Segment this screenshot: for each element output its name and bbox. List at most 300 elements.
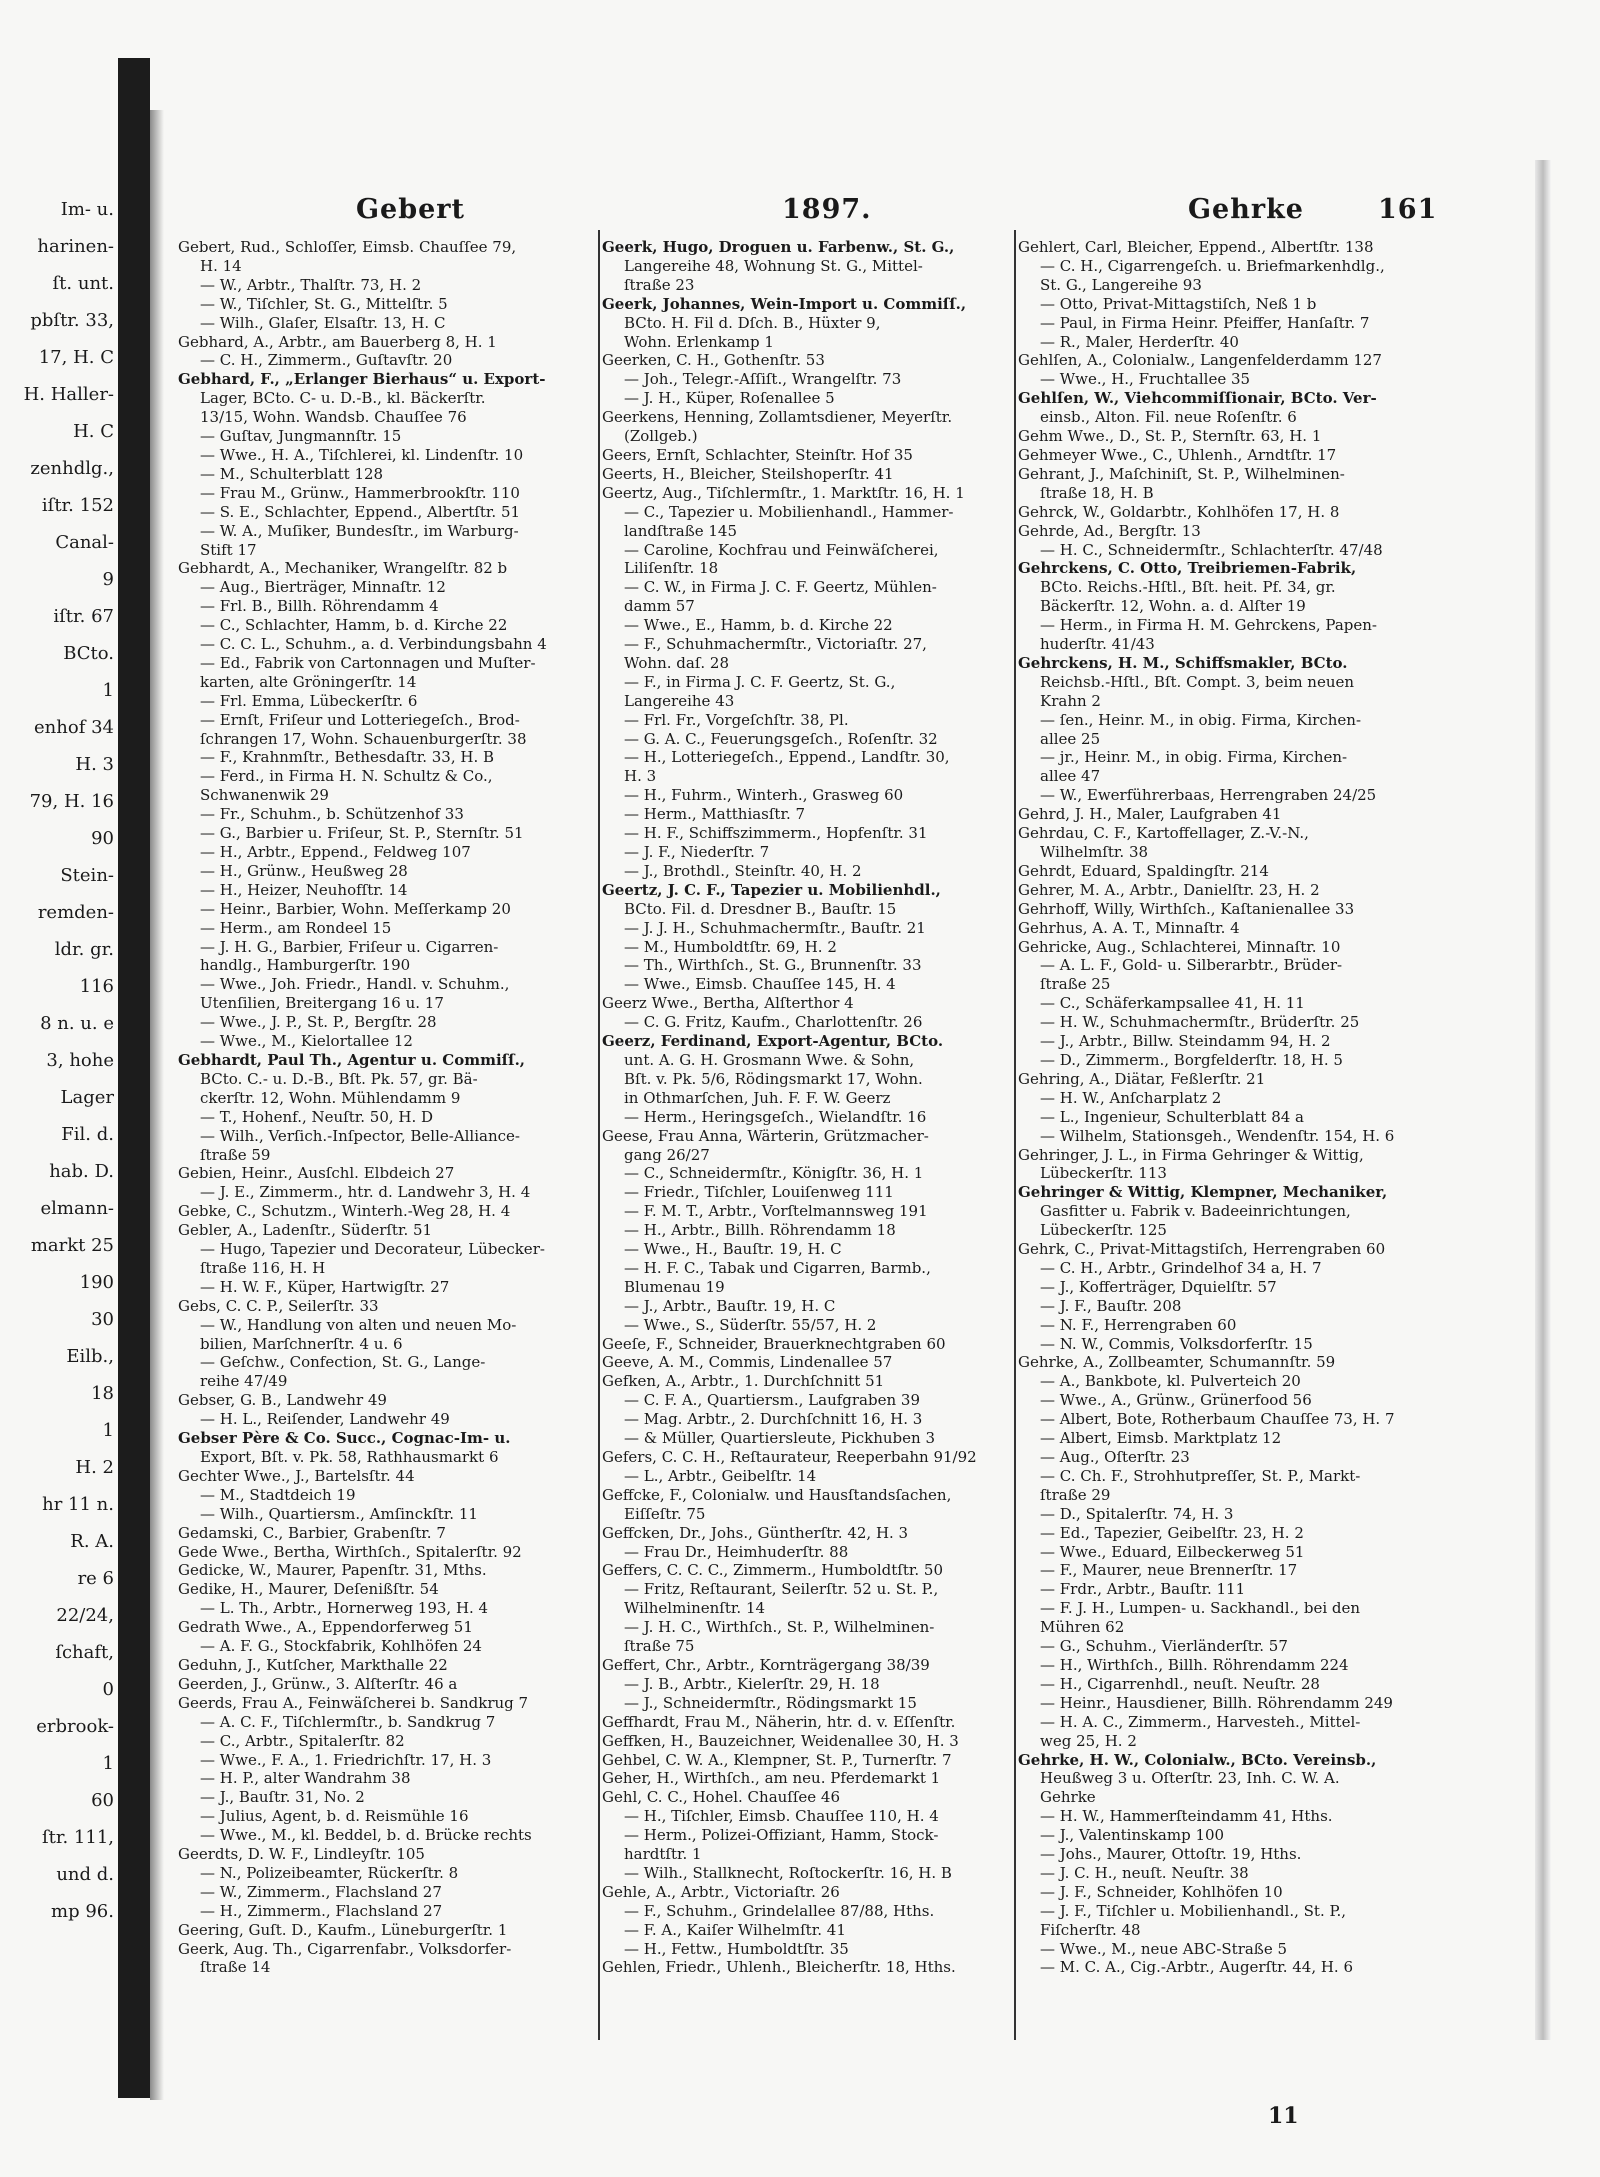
directory-entry-continuation: — N. F., Herrengraben 60 [1040, 1315, 1237, 1334]
directory-entry-continuation: — Mag. Arbtr., 2. Durchſchnitt 16, H. 3 [624, 1410, 923, 1429]
directory-entry-continuation: Lübeckerſtr. 113 [1040, 1164, 1167, 1183]
directory-entry: Gebert, Rud., Schloſſer, Eimsb. Chauſſee 79, [178, 238, 517, 256]
directory-entry-continuation: ſtraße 25 [1040, 975, 1111, 994]
facing-page-text: hab. D. [49, 1161, 114, 1182]
directory-entry-continuation: — C. F. A., Quartiersm., Laufgraben 39 [624, 1391, 920, 1410]
directory-entry-continuation: — G., Schuhm., Vierländerſtr. 57 [1040, 1637, 1288, 1656]
directory-entry-continuation: — J., Bauſtr. 31, No. 2 [200, 1788, 365, 1807]
directory-entry-continuation: — F., Schuhm., Grindelallee 87/88, Hths. [624, 1901, 935, 1920]
facing-page-text: pbſtr. 33, [30, 310, 114, 331]
directory-entry-continuation: — Albert, Eimsb. Marktplatz 12 [1040, 1429, 1282, 1448]
directory-entry-continuation: — T., Hohenf., Neuſtr. 50, H. D [200, 1107, 434, 1126]
directory-entry-continuation: — H., Arbtr., Billh. Röhrendamm 18 [624, 1221, 896, 1240]
directory-entry-continuation: — Frl. B., Billh. Röhrendamm 4 [200, 597, 439, 616]
directory-entry: Gedamski, C., Barbier, Grabenſtr. 7 [178, 1523, 446, 1542]
directory-entry-continuation: ſtraße 75 [624, 1637, 695, 1656]
directory-entry-continuation: — J., Arbtr., Billw. Steindamm 94, H. 2 [1040, 1032, 1331, 1051]
directory-entry-continuation: — J. C. H., neuſt. Neuſtr. 38 [1040, 1863, 1249, 1882]
facing-page-text: 1 [102, 1420, 114, 1441]
facing-page-text: enhof 34 [34, 717, 114, 738]
directory-entry-continuation: — Wwe., Eimsb. Chauſſee 145, H. 4 [624, 975, 896, 994]
directory-entry: Geerz Wwe., Bertha, Alſterthor 4 [602, 994, 854, 1013]
directory-entry-continuation: — F., Schuhmachermſtr., Victoriaſtr. 27, [624, 635, 927, 654]
directory-entry: Geeſe, F., Schneider, Brauerknechtgraben 60 [602, 1334, 946, 1353]
header-left-word: Gebert [356, 194, 465, 225]
directory-entry: Gehrhus, A. A. T., Minnaſtr. 4 [1018, 918, 1240, 937]
directory-entry-continuation: — W., Arbtr., Thalſtr. 73, H. 2 [200, 275, 422, 294]
facing-page-text: Lager [60, 1087, 114, 1108]
directory-entry: Geffken, H., Bauzeichner, Weidenallee 30, H. 3 [602, 1731, 959, 1750]
directory-entry-continuation: (Zollgeb.) [624, 427, 698, 446]
directory-entry-continuation: ſtraße 29 [1040, 1485, 1111, 1504]
directory-entry-continuation: Langereihe 48, Wohnung St. G., Mittel- [624, 256, 923, 275]
directory-entry: Gehrck, W., Goldarbtr., Kohlhöfen 17, H. 8 [1018, 502, 1340, 521]
signature-mark: 11 [1268, 2103, 1299, 2129]
directory-entry-continuation: huderſtr. 41/43 [1040, 635, 1155, 654]
directory-entry-continuation: — Frl. Fr., Vorgeſchſtr. 38, Pl. [624, 710, 849, 729]
directory-entry: Gehmeyer Wwe., C., Uhlenh., Arndtſtr. 17 [1018, 445, 1337, 464]
directory-entry: Gehrdau, C. F., Kartoffellager, Z.-V.-N., [1018, 824, 1309, 843]
directory-entry-continuation: 13/15, Wohn. Wandsb. Chauſſee 76 [200, 408, 467, 427]
facing-page-text: H. 3 [75, 754, 114, 775]
directory-page [178, 190, 1464, 2140]
directory-entry-continuation: — M., Stadtdeich 19 [200, 1485, 356, 1504]
directory-entry-continuation: — W., Ewerführerbaas, Herrengraben 24/25 [1040, 786, 1377, 805]
directory-entry-continuation: — Wilh., Glaſer, Elsaſtr. 13, H. C [200, 313, 446, 332]
directory-entry-continuation: — C. H., Arbtr., Grindelhof 34 a, H. 7 [1040, 1258, 1322, 1277]
directory-entry: Gebhardt, Paul Th., Agentur u. Commiſſ., [178, 1050, 526, 1069]
directory-entry-continuation: — S. E., Schlachter, Eppend., Albertſtr. 51 [200, 502, 521, 521]
facing-page-text: 116 [79, 976, 114, 997]
facing-page-text: 22/24, [56, 1605, 114, 1626]
facing-page-text: iſtr. 67 [53, 606, 114, 627]
directory-entry-continuation: — Fr., Schuhm., b. Schützenhof 33 [200, 805, 464, 824]
directory-entry-continuation: — J. J. H., Schuhmachermſtr., Bauſtr. 21 [624, 918, 926, 937]
directory-entry-continuation: — Aug., Bierträger, Minnaſtr. 12 [200, 578, 446, 597]
directory-entry-continuation: Bäckerſtr. 12, Wohn. a. d. Alſter 19 [1040, 597, 1306, 616]
directory-entry-continuation: — Wwe., J. P., St. P., Bergſtr. 28 [200, 1013, 437, 1032]
directory-entry-continuation: — C. Ch. F., Strohhutpreſſer, St. P., Markt- [1040, 1466, 1361, 1485]
directory-entry-continuation: — H., Fettw., Humboldtſtr. 35 [624, 1939, 849, 1958]
facing-page-text: 9 [102, 569, 114, 590]
directory-entry-continuation: BCto. Reichs.-Hſtl., Bſt. heit. Pf. 34, gr. [1040, 578, 1336, 597]
facing-page-text: 8 n. u. e [40, 1013, 114, 1034]
directory-entry-continuation: Lager, BCto. C- u. D.-B., kl. Bäckerſtr. [200, 389, 486, 408]
facing-page-text: iſtr. 152 [41, 495, 114, 516]
directory-entry-continuation: — J., Arbtr., Bauſtr. 19, H. C [624, 1296, 836, 1315]
directory-entry-continuation: — F. A., Kaiſer Wilhelmſtr. 41 [624, 1920, 846, 1939]
directory-entry-continuation: — & Müller, Quartiersleute, Pickhuben 3 [624, 1429, 936, 1448]
directory-entry-continuation: — Herm., Matthiasſtr. 7 [624, 805, 806, 824]
directory-entry: Gebser Père & Co. Succ., Cognac-Im- u. [178, 1429, 511, 1448]
facing-page-text: 79, H. 16 [29, 791, 114, 812]
directory-entry: Geffert, Chr., Arbtr., Kornträgergang 38/39 [602, 1655, 930, 1674]
directory-column-2 [602, 238, 1012, 2078]
directory-entry-continuation: Langereihe 43 [624, 691, 735, 710]
directory-entry: Geffhardt, Frau M., Näherin, htr. d. v. Eſſenſtr. [602, 1712, 956, 1731]
directory-entry-continuation: in Othmarſchen, Juh. F. F. W. Geerz [624, 1088, 891, 1107]
directory-entry-continuation: — H., Arbtr., Eppend., Feldweg 107 [200, 843, 471, 861]
facing-page-text: Stein- [60, 865, 114, 886]
directory-entry-continuation: — C. C. L., Schuhm., a. d. Verbindungsbahn 4 [200, 635, 547, 654]
directory-entry: Geering, Guſt. D., Kaufm., Lüneburgerſtr. 1 [178, 1920, 508, 1939]
directory-entry-continuation: Wilhelmſtr. 38 [1040, 843, 1149, 861]
directory-entry-continuation: — J. H. G., Barbier, Friſeur u. Cigarren- [200, 937, 499, 956]
directory-entry-continuation: — H., Fuhrm., Winterh., Grasweg 60 [624, 786, 904, 805]
directory-entry-continuation: — Ed., Fabrik von Cartonnagen und Muſter- [200, 653, 536, 672]
directory-entry-continuation: BCto. Fil. d. Dresdner B., Bauſtr. 15 [624, 899, 897, 918]
directory-entry-continuation: — F., Krahnmſtr., Bethesdaſtr. 33, H. B [200, 748, 495, 767]
directory-entry-continuation: — F. M. T., Arbtr., Vorſtelmannsweg 191 [624, 1202, 928, 1221]
directory-entry-continuation: — F., Maurer, neue Brennerſtr. 17 [1040, 1561, 1298, 1580]
header-right-word: Gehrke [1188, 194, 1304, 225]
directory-entry: Gehrke, A., Zollbeamter, Schumannſtr. 59 [1018, 1353, 1336, 1372]
directory-entry-continuation: — J. F., Bauſtr. 208 [1040, 1296, 1182, 1315]
directory-entry-continuation: — H., Lotteriegeſch., Eppend., Landſtr. 30, [624, 748, 950, 767]
directory-entry-continuation: — Wwe., F. A., 1. Friedrichſtr. 17, H. 3 [200, 1750, 492, 1769]
directory-entry-continuation: hardtſtr. 1 [624, 1845, 702, 1864]
directory-entry-continuation: Liliſenſtr. 18 [624, 559, 719, 578]
directory-entry-continuation: — Wwe., M., Kielortallee 12 [200, 1032, 413, 1051]
directory-entry-continuation: — Wwe., A., Grünw., Grünerfood 56 [1040, 1391, 1312, 1410]
directory-entry-continuation: — H. F. C., Tabak und Cigarren, Barmb., [624, 1258, 931, 1277]
facing-page-fragment [0, 199, 118, 1922]
directory-entry-continuation: — Wwe., H., Bauſtr. 19, H. C [624, 1240, 842, 1259]
facing-page-text: 60 [91, 1790, 114, 1811]
facing-page-text: zenhdlg., [30, 458, 114, 479]
book-binding-gutter [118, 58, 150, 2098]
directory-entry-continuation: damm 57 [624, 597, 695, 616]
directory-entry: Geerds, Frau A., Feinwäſcherei b. Sandkrug 7 [178, 1693, 529, 1712]
directory-entry-continuation: Gasfitter u. Fabrik v. Badeeinrichtungen, [1040, 1202, 1351, 1221]
directory-entry-continuation: — H. L., Reiſender, Landwehr 49 [200, 1410, 450, 1429]
directory-entry-continuation: Eiſſeſtr. 75 [624, 1504, 706, 1523]
directory-entry: Gehrdt, Eduard, Spaldingſtr. 214 [1018, 861, 1269, 880]
directory-entry-continuation: — H. W. F., Küper, Hartwigſtr. 27 [200, 1277, 450, 1296]
directory-entry: Gedrath Wwe., A., Eppendorferweg 51 [178, 1618, 473, 1637]
directory-entry-continuation: — ſen., Heinr. M., in obig. Firma, Kirchen- [1040, 710, 1362, 729]
directory-entry-continuation: — Albert, Bote, Rotherbaum Chauſſee 73, H. 7 [1040, 1410, 1395, 1429]
directory-column-3 [1018, 238, 1464, 2078]
directory-entry-continuation: — M. C. A., Cig.-Arbtr., Augerſtr. 44, H. 6 [1040, 1958, 1354, 1977]
directory-entry-continuation: — Wilh., Quartiersm., Amſinckſtr. 11 [200, 1504, 478, 1523]
directory-entry: Geerz, Ferdinand, Export-Agentur, BCto. [602, 1032, 944, 1051]
facing-page-text: ſchaft, [55, 1642, 114, 1663]
directory-entry: Gehm Wwe., D., St. P., Sternſtr. 63, H. 1 [1018, 427, 1322, 446]
directory-entry: Gehrer, M. A., Arbtr., Danielſtr. 23, H. 2 [1018, 880, 1320, 899]
directory-entry-continuation: — A., Bankbote, kl. Pulverteich 20 [1040, 1372, 1301, 1391]
directory-entry-continuation: — Frau Dr., Heimhuderſtr. 88 [624, 1542, 849, 1561]
directory-entry: Gehrckens, H. M., Schiffsmakler, BCto. [1018, 653, 1348, 672]
facing-page-text: und d. [56, 1864, 114, 1885]
facing-page-text: 17, H. C [38, 347, 114, 368]
directory-columns [178, 238, 1464, 2078]
directory-entry: Gebke, C., Schutzm., Winterh.-Weg 28, H. 4 [178, 1202, 511, 1221]
facing-page-text: H. Haller- [23, 384, 114, 405]
directory-entry-continuation: — Ernſt, Friſeur und Lotteriegeſch., Brod- [200, 710, 520, 729]
directory-entry-continuation: — H. F., Schiffszimmerm., Hopfenſtr. 31 [624, 824, 928, 843]
directory-entry-continuation: ſchrangen 17, Wohn. Schauenburgerſtr. 38 [200, 729, 527, 748]
directory-entry-continuation: — Wwe., S., Süderſtr. 55/57, H. 2 [624, 1315, 877, 1334]
gutter-shadow [150, 110, 164, 2100]
directory-entry: Geher, H., Wirthſch., am neu. Pferdemarkt 1 [602, 1769, 941, 1788]
directory-entry-continuation: Bſt. v. Pk. 5/6, Rödingsmarkt 17, Wohn. [624, 1069, 923, 1088]
directory-entry-continuation: — H., Heizer, Neuhofſtr. 14 [200, 880, 408, 899]
directory-entry-continuation: — Wwe., E., Hamm, b. d. Kirche 22 [624, 616, 893, 635]
directory-entry-continuation: Gehrke [1040, 1788, 1096, 1807]
directory-entry-continuation: — Wwe., M., neue ABC-Straße 5 [1040, 1939, 1288, 1958]
header-year: 1897. [782, 194, 872, 225]
directory-entry: Gehrckens, C. Otto, Treibriemen-Fabrik, [1018, 559, 1357, 578]
directory-entry-continuation: — C., Arbtr., Spitalerſtr. 82 [200, 1731, 405, 1750]
directory-entry-continuation: ckerſtr. 12, Wohn. Mühlendamm 9 [200, 1088, 461, 1107]
facing-page-text: ſt. unt. [52, 273, 114, 294]
directory-entry-continuation: — D., Spitalerſtr. 74, H. 3 [1040, 1504, 1234, 1523]
directory-entry-continuation: Wohn. daſ. 28 [624, 653, 730, 672]
directory-entry: Gefers, C. C. H., Reſtaurateur, Reeperbahn 91/92 [602, 1448, 977, 1466]
directory-entry-continuation: — C. H., Zimmerm., Guſtavſtr. 20 [200, 351, 453, 370]
directory-entry: Geertz, Aug., Tiſchlermſtr., 1. Marktſtr. 16, H. 1 [602, 483, 965, 502]
directory-entry: Geeve, A. M., Commis, Lindenallee 57 [602, 1353, 893, 1372]
directory-entry-continuation: — H., Tiſchler, Eimsb. Chauſſee 110, H. 4 [624, 1807, 939, 1826]
directory-entry-continuation: — Wwe., Eduard, Eilbeckerweg 51 [1040, 1542, 1305, 1561]
directory-entry-continuation: — J. H., Küper, Roſenallee 5 [624, 389, 835, 408]
directory-entry-continuation: Mühren 62 [1040, 1618, 1125, 1637]
directory-entry-continuation: Blumenau 19 [624, 1277, 725, 1296]
directory-entry-continuation: — Herm., in Firma H. M. Gehrckens, Papen- [1040, 616, 1377, 635]
facing-page-text: H. 2 [75, 1457, 114, 1478]
directory-entry-continuation: BCto. C.- u. D.-B., Bſt. Pk. 57, gr. Bä- [200, 1069, 478, 1088]
directory-entry-continuation: — Aug., Oſterſtr. 23 [1040, 1448, 1190, 1466]
directory-entry-continuation: — W., Zimmerm., Flachsland 27 [200, 1882, 442, 1901]
directory-entry-continuation: — Hugo, Tapezier und Decorateur, Lübecker- [200, 1240, 545, 1259]
directory-entry-continuation: — C. G. Fritz, Kaufm., Charlottenſtr. 26 [624, 1013, 923, 1032]
facing-page-text: markt 25 [30, 1235, 114, 1256]
directory-entry-continuation: — H. W., Anſcharplatz 2 [1040, 1088, 1222, 1107]
directory-entry-continuation: — J. H. C., Wirthſch., St. P., Wilhelminen- [624, 1618, 935, 1637]
facing-page-text: mp 96. [51, 1901, 114, 1922]
directory-entry-continuation: reihe 47/49 [200, 1372, 288, 1391]
directory-entry-continuation: Export, Bſt. v. Pk. 58, Rathhausmarkt 6 [200, 1448, 499, 1466]
directory-entry-continuation: — N., Polizeibeamter, Rückerſtr. 8 [200, 1863, 459, 1882]
directory-entry: Gebien, Heinr., Ausſchl. Elbdeich 27 [178, 1164, 455, 1183]
directory-entry-continuation: — Wilh., Verſich.-Inſpector, Belle-Alliance- [200, 1126, 520, 1145]
directory-entry-continuation: H. 3 [624, 767, 657, 786]
directory-entry-continuation: — Ed., Tapezier, Geibelſtr. 23, H. 2 [1040, 1523, 1304, 1542]
directory-entry-continuation: Heußweg 3 u. Oſterſtr. 23, Inh. C. W. A. [1040, 1769, 1340, 1788]
directory-entry: Geerdts, D. W. F., Lindleyſtr. 105 [178, 1845, 425, 1864]
directory-entry-continuation: — Frdr., Arbtr., Bauſtr. 111 [1040, 1580, 1246, 1599]
directory-entry-continuation: — L., Ingenieur, Schulterblatt 84 a [1040, 1107, 1304, 1126]
directory-entry-continuation: — G., Barbier u. Friſeur, St. P., Sternſtr. 51 [200, 824, 524, 843]
directory-entry-continuation: karten, alte Gröningerſtr. 14 [200, 672, 417, 691]
directory-entry-continuation: Wilhelminenſtr. 14 [624, 1599, 766, 1618]
directory-entry-continuation: — W., Tiſchler, St. G., Mittelſtr. 5 [200, 294, 448, 313]
directory-entry: Gebhard, F., „Erlanger Bierhaus“ u. Export- [178, 370, 546, 389]
directory-entry-continuation: — C., Schneidermſtr., Königſtr. 36, H. 1 [624, 1164, 924, 1183]
directory-entry-continuation: — W., Handlung von alten und neuen Mo- [200, 1315, 517, 1334]
directory-entry-continuation: — Otto, Privat-Mittagstiſch, Neß 1 b [1040, 294, 1317, 313]
directory-entry: Gehrde, Ad., Bergſtr. 13 [1018, 521, 1201, 540]
facing-page-text: hr 11 n. [42, 1494, 114, 1515]
directory-entry-continuation: — Frl. Emma, Lübeckerſtr. 6 [200, 691, 418, 710]
directory-entry-continuation: — C., Schlachter, Hamm, b. d. Kirche 22 [200, 616, 508, 635]
directory-entry-continuation: — Ferd., in Firma H. N. Schultz & Co., [200, 767, 493, 786]
directory-entry-continuation: — Guſtav, Jungmannſtr. 15 [200, 427, 402, 446]
directory-entry-continuation: — G. A. C., Feuerungsgeſch., Roſenſtr. 32 [624, 729, 938, 748]
directory-entry-continuation: — H., Wirthſch., Billh. Röhrendamm 224 [1040, 1655, 1349, 1674]
directory-entry: Geers, Ernſt, Schlachter, Steinſtr. Hof 35 [602, 445, 913, 464]
directory-entry-continuation: ſtraße 14 [200, 1958, 271, 1977]
facing-page-text: BCto. [63, 643, 114, 664]
facing-page-text: 0 [102, 1679, 114, 1700]
directory-entry-continuation: — A. L. F., Gold- u. Silberarbtr., Brüder- [1040, 956, 1343, 975]
directory-entry-continuation: — H., Grünw., Heußweg 28 [200, 861, 408, 880]
directory-entry-continuation: — J., Kofferträger, Dquielſtr. 57 [1040, 1277, 1277, 1296]
directory-entry-continuation: einsb., Alton. Fil. neue Roſenſtr. 6 [1040, 408, 1297, 427]
facing-page-text: 1 [102, 680, 114, 701]
directory-entry-continuation: — Th., Wirthſch., St. G., Brunnenſtr. 33 [624, 956, 922, 975]
facing-page-text: 90 [91, 828, 114, 849]
directory-entry: Gehbel, C. W. A., Klempner, St. P., Turnerſtr. 7 [602, 1750, 952, 1769]
directory-entry-continuation: Lübeckerſtr. 125 [1040, 1221, 1167, 1240]
directory-entry-continuation: — H., Zimmerm., Flachsland 27 [200, 1901, 443, 1920]
directory-entry-continuation: bilien, Marſchnerſtr. 4 u. 6 [200, 1334, 403, 1353]
directory-entry-continuation: — A. F. G., Stockfabrik, Kohlhöfen 24 [200, 1637, 482, 1656]
directory-entry: Geerk, Hugo, Droguen u. Farbenw., St. G., [602, 238, 955, 256]
directory-entry: Gehlſen, A., Colonialw., Langenfelderdamm 127 [1018, 351, 1382, 370]
directory-entry: Gebhard, A., Arbtr., am Bauerberg 8, H. 1 [178, 332, 497, 351]
directory-entry-continuation: — Joh., Telegr.-Aſſiſt., Wrangelſtr. 73 [624, 370, 902, 389]
directory-entry: Gehring, A., Diätar, Feßlerſtr. 21 [1018, 1069, 1266, 1088]
directory-entry: Gedike, H., Maurer, Deſenißſtr. 54 [178, 1580, 439, 1599]
facing-page-text: Im- u. [60, 199, 114, 220]
directory-entry-continuation: BCto. H. Fil d. Dſch. B., Hüxter 9, [624, 313, 881, 332]
directory-entry-continuation: — C. W., in Firma J. C. F. Geertz, Mühlen- [624, 578, 937, 597]
directory-entry-continuation: — Herm., am Rondeel 15 [200, 918, 392, 937]
directory-entry-continuation: — J., Brothdl., Steinſtr. 40, H. 2 [624, 861, 862, 880]
directory-entry-continuation: — C., Schäferkampsallee 41, H. 11 [1040, 994, 1305, 1013]
directory-entry-continuation: — J. E., Zimmerm., htr. d. Landwehr 3, H. 4 [200, 1183, 531, 1202]
directory-entry: Gebhardt, A., Mechaniker, Wrangelſtr. 82 b [178, 559, 508, 578]
directory-entry: Geerkens, Henning, Zollamtsdiener, Meyerſtr. [602, 408, 953, 427]
directory-entry-continuation: — L., Arbtr., Geibelſtr. 14 [624, 1466, 817, 1485]
directory-entry-continuation: — Heinr., Hausdiener, Billh. Röhrendamm 249 [1040, 1693, 1393, 1712]
directory-entry-continuation: — Fritz, Reſtaurant, Seilerſtr. 52 u. St. P., [624, 1580, 939, 1599]
directory-entry: Gede Wwe., Bertha, Wirthſch., Spitalerſtr. 92 [178, 1542, 522, 1561]
directory-entry-continuation: — Wilh., Stallknecht, Roſtockerſtr. 16, H. B [624, 1863, 952, 1882]
directory-entry: Geerken, C. H., Gothenſtr. 53 [602, 351, 825, 370]
directory-entry-continuation: — J., Schneidermſtr., Rödingsmarkt 15 [624, 1693, 917, 1712]
facing-page-text: 190 [79, 1272, 114, 1293]
directory-entry-continuation: — J. F., Niederſtr. 7 [624, 843, 770, 861]
directory-entry: Gebler, A., Ladenſtr., Süderſtr. 51 [178, 1221, 433, 1240]
directory-entry: Gebser, G. B., Landwehr 49 [178, 1391, 387, 1410]
facing-page-text: H. C [73, 421, 114, 442]
facing-page-text: Eilb., [66, 1346, 114, 1367]
directory-entry: Geerden, J., Grünw., 3. Alſterſtr. 46 a [178, 1674, 458, 1693]
directory-entry-continuation: — C. H., Cigarrengeſch. u. Briefmarkenhdlg., [1040, 256, 1385, 275]
directory-entry-continuation: St. G., Langereihe 93 [1040, 275, 1202, 294]
directory-entry-continuation: — J. B., Arbtr., Kielerſtr. 29, H. 18 [624, 1674, 880, 1693]
page-header [178, 190, 1464, 240]
directory-entry-continuation: landſtraße 145 [624, 521, 737, 540]
directory-entry-continuation: — H. W., Hammerſteindamm 41, Hths. [1040, 1807, 1333, 1826]
directory-entry-continuation: — A. C. F., Tiſchlermſtr., b. Sandkrug 7 [200, 1712, 496, 1731]
directory-entry-continuation: — Heinr., Barbier, Wohn. Meſſerkamp 20 [200, 899, 511, 918]
directory-entry: Gebs, C. C. P., Seilerſtr. 33 [178, 1296, 379, 1315]
directory-entry-continuation: Krahn 2 [1040, 691, 1101, 710]
facing-page-text: re 6 [77, 1568, 114, 1589]
facing-page-text: ldr. gr. [54, 939, 114, 960]
facing-page-text: R. A. [70, 1531, 114, 1552]
directory-entry: Geffcke, F., Colonialw. und Hausſtandsſachen, [602, 1485, 952, 1504]
directory-entry-continuation: Wohn. Erlenkamp 1 [624, 332, 774, 351]
directory-entry-continuation: — Julius, Agent, b. d. Reismühle 16 [200, 1807, 469, 1826]
directory-entry: Gechter Wwe., J., Bartelsſtr. 44 [178, 1466, 415, 1485]
directory-entry: Gehlen, Friedr., Uhlenh., Bleicherſtr. 18, Hths. [602, 1958, 956, 1977]
directory-entry-continuation: Schwanenwik 29 [200, 786, 329, 805]
directory-entry-continuation: — Herm., Polizei-Offiziant, Hamm, Stock- [624, 1826, 939, 1845]
facing-page-text: elmann- [40, 1198, 114, 1219]
facing-page-text: 18 [91, 1383, 114, 1404]
directory-entry-continuation: — H. W., Schuhmachermſtr., Brüderſtr. 25 [1040, 1013, 1360, 1032]
facing-page-text: ſtr. 111, [41, 1827, 114, 1848]
directory-entry: Gehrk, C., Privat-Mittagstiſch, Herrengraben 60 [1018, 1240, 1386, 1259]
directory-entry-continuation: — H. C., Schneidermſtr., Schlachterſtr. 47/48 [1040, 540, 1383, 559]
facing-page-text: Canal- [55, 532, 114, 553]
directory-entry-continuation: unt. A. G. H. Grosmann Wwe. & Sohn, [624, 1050, 915, 1069]
directory-entry: Gehrant, J., Maſchiniſt, St. P., Wilhelminen- [1018, 464, 1345, 483]
directory-entry-continuation: allee 47 [1040, 767, 1101, 786]
directory-entry: Gehricke, Aug., Schlachterei, Minnaſtr. 10 [1018, 937, 1341, 956]
directory-entry-continuation: ſtraße 18, H. B [1040, 483, 1154, 502]
directory-entry: Gehrke, H. W., Colonialw., BCto. Vereinsb., [1018, 1750, 1377, 1769]
facing-page-text: remden- [37, 902, 114, 923]
directory-entry-continuation: — Wilhelm, Stationsgeh., Wendenſtr. 154, H. 6 [1040, 1126, 1395, 1145]
directory-entry-continuation: gang 26/27 [624, 1145, 710, 1164]
directory-entry-continuation: weg 25, H. 2 [1040, 1731, 1137, 1750]
directory-entry-continuation: — Wwe., H., Fruchtallee 35 [1040, 370, 1251, 389]
directory-entry: Gehle, A., Arbtr., Victoriaſtr. 26 [602, 1882, 840, 1901]
directory-entry-continuation: Reichsb.-Hſtl., Bſt. Compt. 3, beim neuen [1040, 672, 1355, 691]
directory-entry-continuation: — F. J. H., Lumpen- u. Sackhandl., bei den [1040, 1599, 1361, 1618]
directory-entry: Geerk, Aug. Th., Cigarrenfabr., Volksdorfer- [178, 1939, 512, 1958]
directory-column-1 [178, 238, 596, 2078]
directory-entry-continuation: — H. P., alter Wandrahm 38 [200, 1769, 411, 1788]
facing-page-text: 3, hohe [46, 1050, 114, 1071]
facing-page-text: 30 [91, 1309, 114, 1330]
directory-entry-continuation: — J. F., Schneider, Kohlhöfen 10 [1040, 1882, 1283, 1901]
directory-entry-continuation: — Wwe., M., kl. Beddel, b. d. Brücke rechts [200, 1826, 532, 1845]
directory-entry: Geese, Frau Anna, Wärterin, Grützmacher- [602, 1126, 929, 1145]
directory-entry-continuation: — H., Cigarrenhdl., neuſt. Neuſtr. 28 [1040, 1674, 1320, 1693]
directory-entry: Geduhn, J., Kutſcher, Markthalle 22 [178, 1655, 448, 1674]
directory-entry-continuation: — Frau M., Grünw., Hammerbrookſtr. 110 [200, 483, 520, 502]
directory-entry-continuation: — Friedr., Tiſchler, Louiſenweg 111 [624, 1183, 894, 1202]
directory-entry: Gefken, A., Arbtr., 1. Durchſchnitt 51 [602, 1372, 885, 1391]
directory-entry-continuation: — Wwe., Joh. Friedr., Handl. v. Schuhm., [200, 975, 510, 994]
directory-entry-continuation: — W. A., Muſiker, Bundesſtr., im Warburg- [200, 521, 519, 540]
directory-entry: Geerk, Johannes, Wein-Import u. Commiſſ., [602, 294, 967, 313]
directory-entry-continuation: — J., Valentinskamp 100 [1040, 1826, 1225, 1845]
directory-entry-continuation: Utenſilien, Breitergang 16 u. 17 [200, 994, 444, 1013]
directory-entry: Geertz, J. C. F., Tapezier u. Mobilienhdl., [602, 880, 941, 899]
directory-entry-continuation: Fiſcherſtr. 48 [1040, 1920, 1141, 1939]
directory-entry-continuation: — F., in Firma J. C. F. Geertz, St. G., [624, 672, 896, 691]
directory-entry-continuation: — R., Maler, Herderſtr. 40 [1040, 332, 1239, 351]
directory-entry: Gehl, C. C., Hohel. Chauſſee 46 [602, 1788, 841, 1807]
